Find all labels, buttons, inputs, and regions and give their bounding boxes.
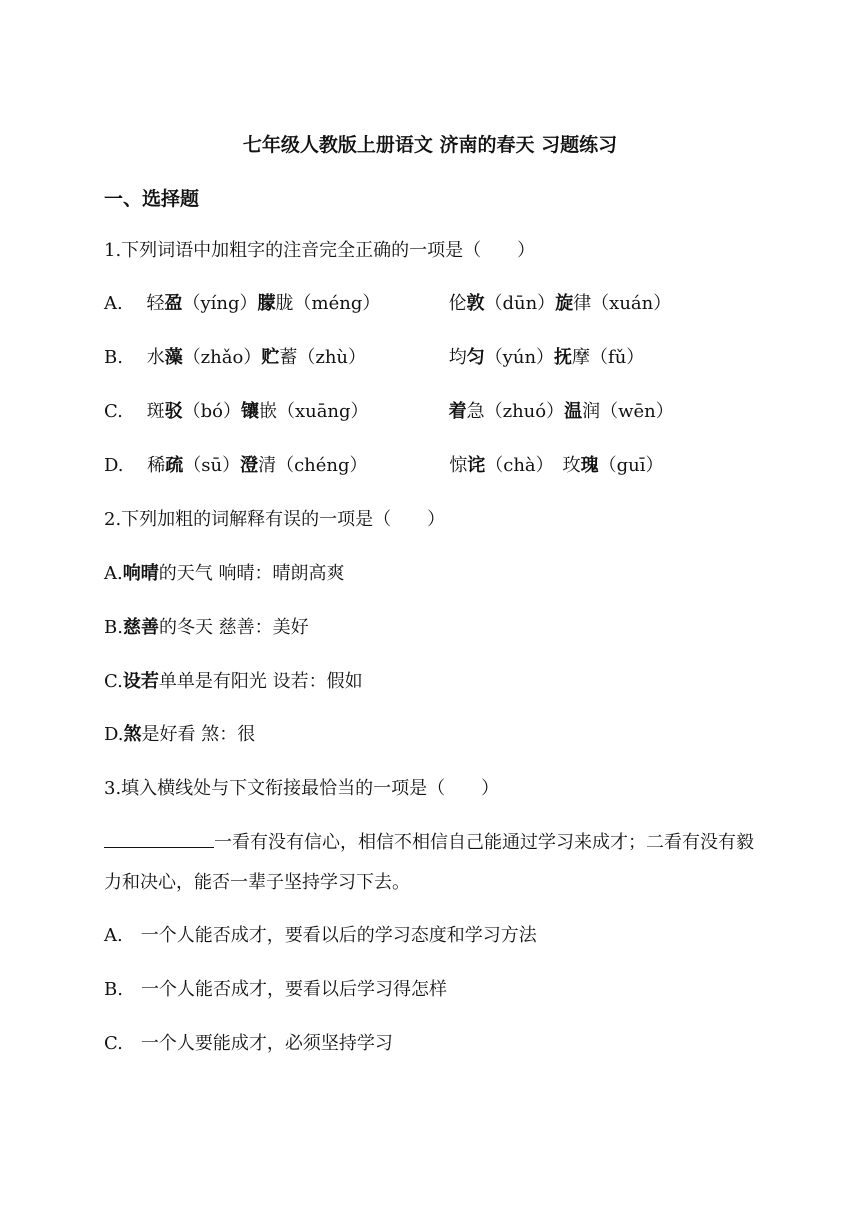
option-label: D. xyxy=(104,455,142,476)
option-label: A. xyxy=(104,293,141,314)
page-title: 七年级人教版上册语文 济南的春天 习题练习 xyxy=(242,134,618,156)
q2-option-d: D.煞是好看 煞：很 xyxy=(104,724,256,745)
option-part-1: 稀疏（sū）澄清（chéng） xyxy=(147,455,368,476)
q2-stem: 2.下列加粗的词解释有误的一项是（ ） xyxy=(104,509,446,530)
option-part-2: 均匀（yún）抚摩（fǔ） xyxy=(448,347,645,368)
q3-passage: 一看有没有信心，相信不相信自己能通过学习来成才；二看有没有毅力和决心，能否一辈子坚持学习下去。 xyxy=(104,823,764,903)
q2-option-b: B.慈善的冬天 慈善：美好 xyxy=(104,617,309,638)
q3-option-c: C. 一个人要能成才，必须坚持学习 xyxy=(104,1033,393,1054)
q3-stem: 3.填入横线处与下文衔接最恰当的一项是（ ） xyxy=(104,778,500,799)
option-part-1: 斑驳（bó）镶嵌（xuāng） xyxy=(146,401,369,422)
q1-option-d xyxy=(104,453,764,479)
q3-option-b: B. 一个人能否成才，要看以后学习得怎样 xyxy=(104,979,447,1000)
q2-option-c: C.设若单单是有阳光 设若：假如 xyxy=(104,671,363,692)
option-label: C. xyxy=(104,401,141,422)
section-heading: 一、选择题 xyxy=(104,188,200,210)
q2-option-a: A.响晴的天气 响晴：晴朗高爽 xyxy=(104,563,345,584)
option-part-1: 轻盈（yíng）朦胧（méng） xyxy=(146,293,381,314)
option-part-2: 着急（zhuó）温润（wēn） xyxy=(448,401,674,422)
q1-option-c xyxy=(104,399,764,425)
option-part-2: 惊诧（chà） 玫瑰（guī） xyxy=(449,455,664,476)
q1-stem: 1.下列词语中加粗字的注音完全正确的一项是（ ） xyxy=(104,240,536,261)
q1-option-b xyxy=(104,345,764,371)
option-part-1: 水藻（zhǎo）贮蓄（zhù） xyxy=(146,347,367,368)
option-part-2: 伦敦（dūn）旋律（xuán） xyxy=(448,293,672,314)
q1-option-a xyxy=(104,291,764,317)
option-label: B. xyxy=(104,347,141,368)
q3-option-a: A. 一个人能否成才，要看以后的学习态度和学习方法 xyxy=(104,925,537,946)
fill-in-blank xyxy=(104,829,214,848)
